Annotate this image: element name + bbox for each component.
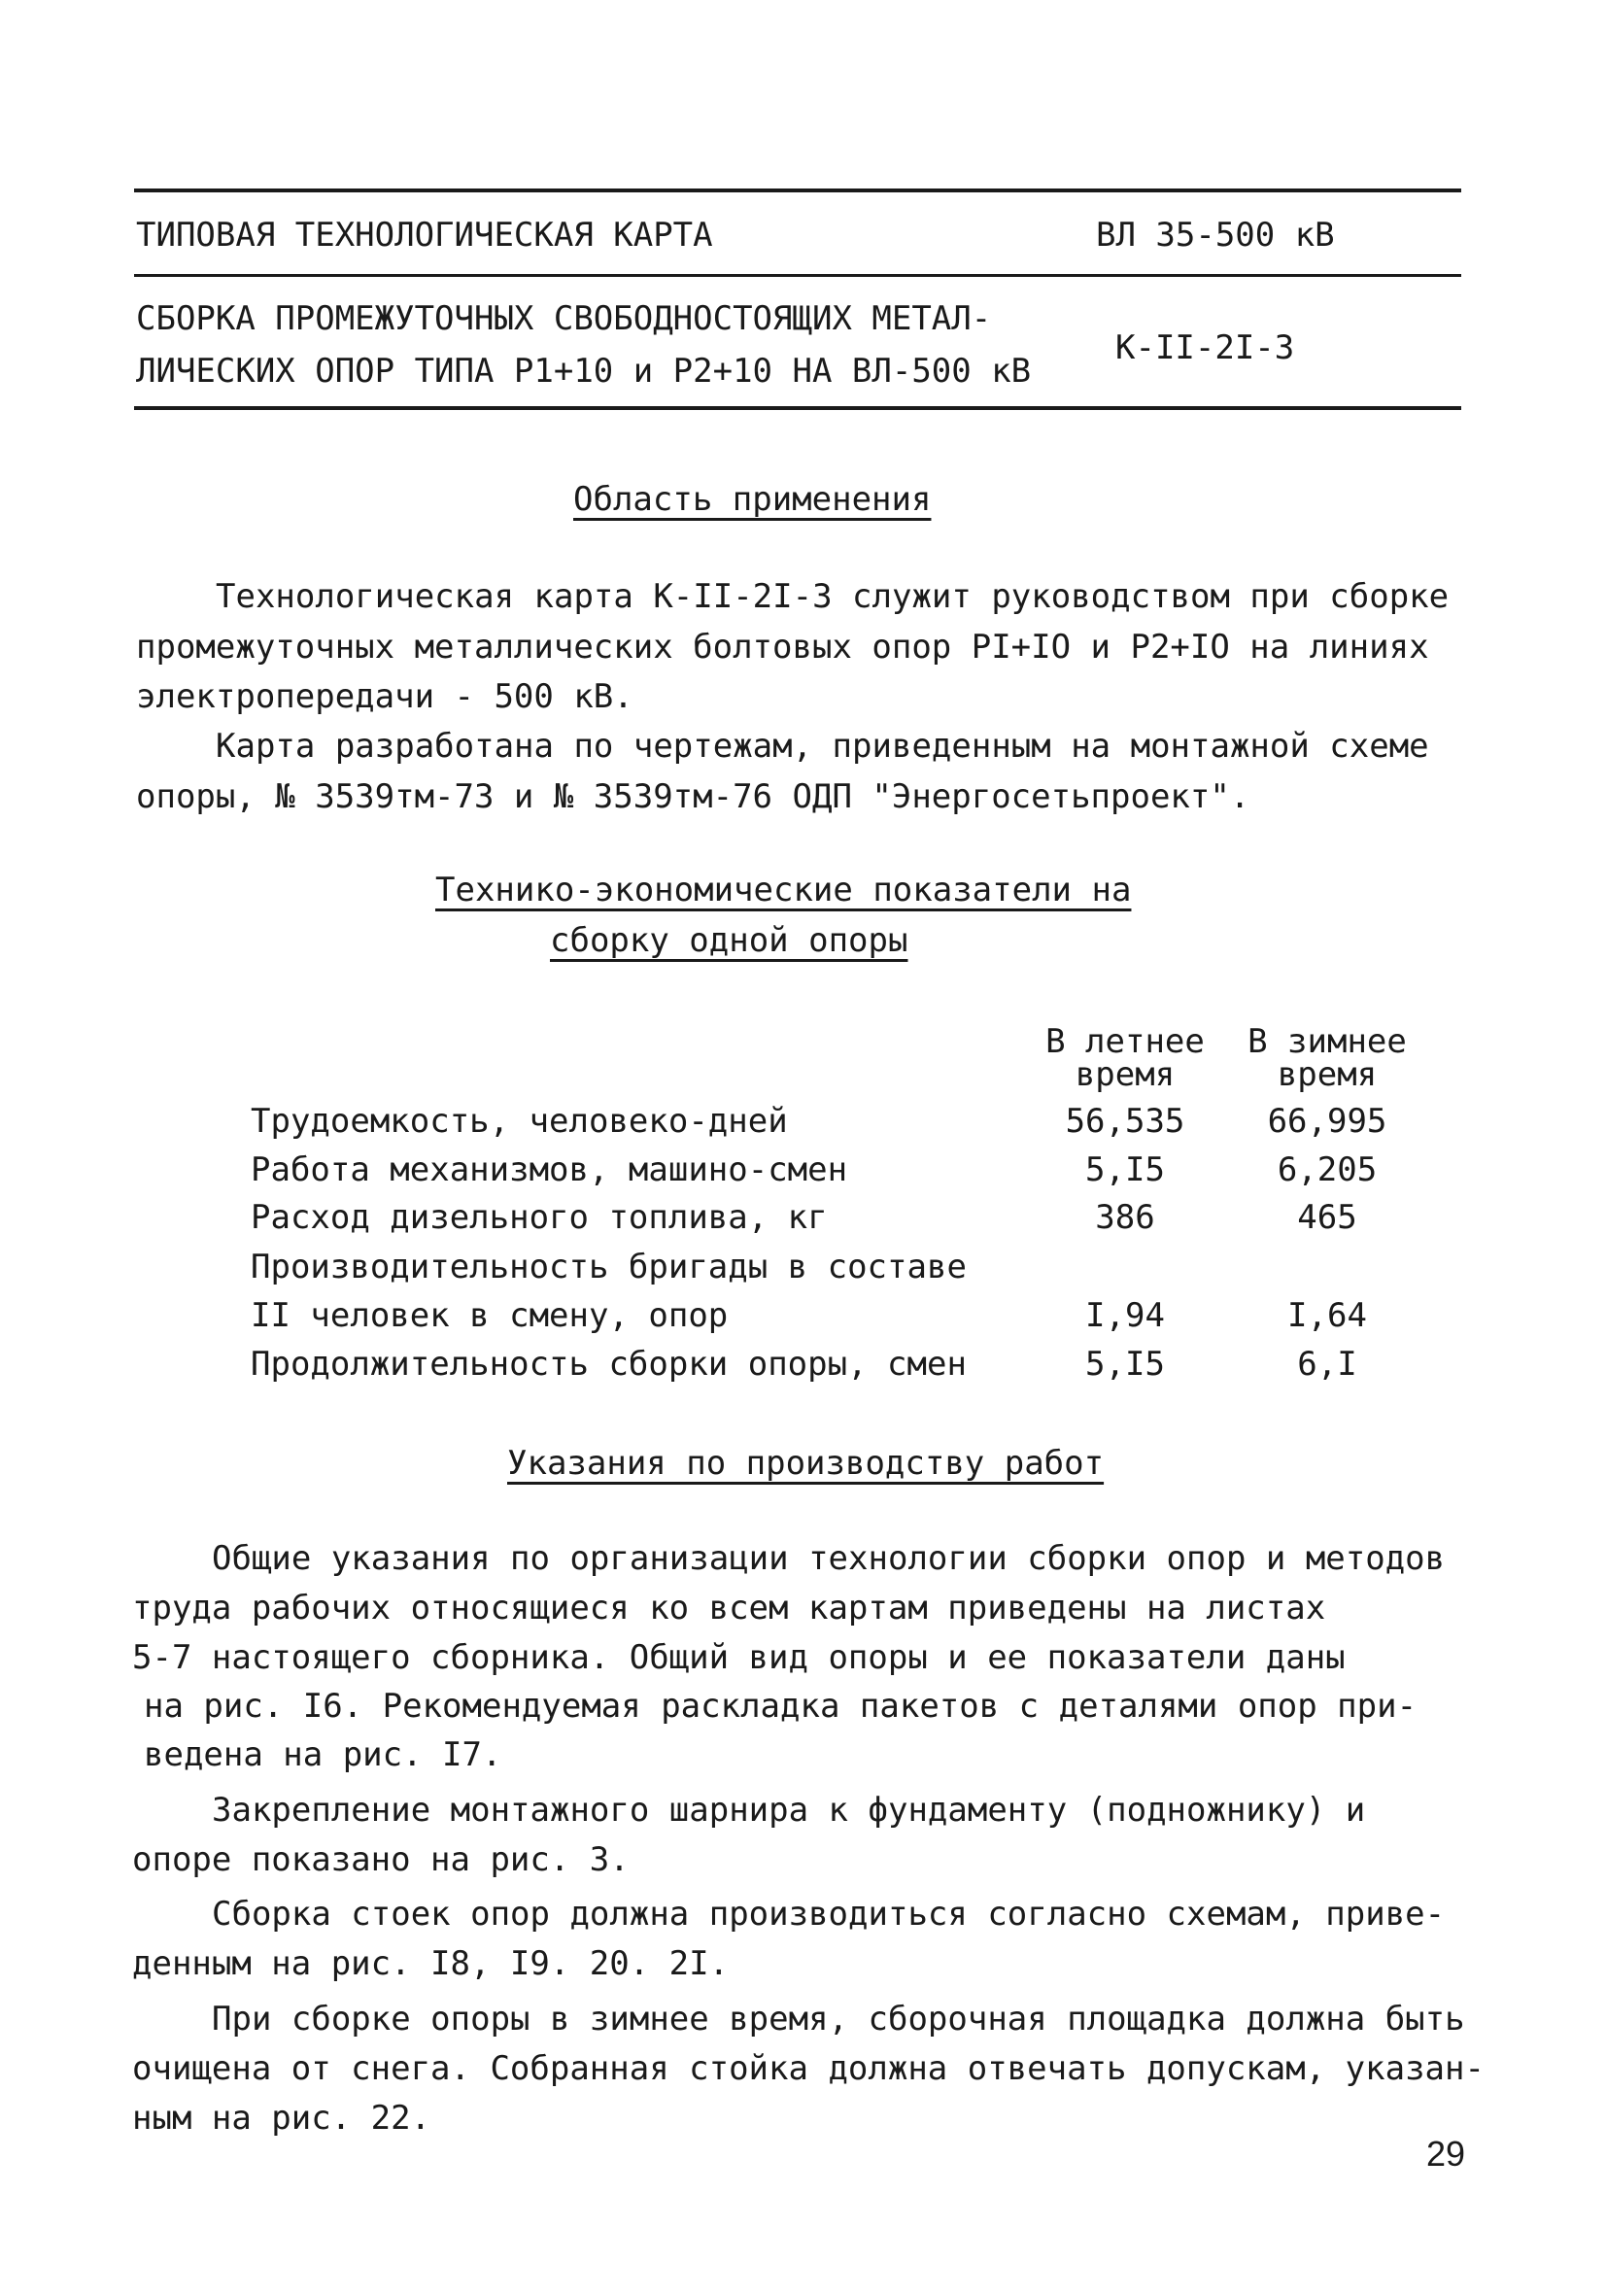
instructions-heading: Указания по производству работ [507,1444,1105,1483]
indicator-row-label: Работа механизмов, машино-смен [251,1150,848,1189]
header-subtitle-line-2: ЛИЧЕСКИХ ОПОР ТИПА Р1+10 и Р2+10 НА ВЛ-500 кВ [136,352,1032,391]
column-header-winter-line-2: время [1277,1055,1378,1094]
indicator-row-winter-value: 6,I [1297,1345,1357,1384]
indicator-row-winter-value: 465 [1297,1198,1357,1237]
header-bottom-rule [134,406,1461,410]
instructions-p2-line-2: опоре показано на рис. 3. [132,1840,630,1879]
header-title: ТИПОВАЯ ТЕХНОЛОГИЧЕСКАЯ КАРТА [136,216,713,255]
indicator-row-winter-value: 6,205 [1277,1150,1378,1189]
indicator-row-winter-value: I,64 [1287,1296,1367,1335]
instructions-p4-line-3: ным на рис. 22. [132,2099,431,2138]
header-subtitle-line-1: СБОРКА ПРОМЕЖУТОЧНЫХ СВОБОДНОСТОЯЩИХ МЕТАЛ- [136,299,992,338]
scope-p2-line-2: опоры, № 3539тм-73 и № 3539тм-76 ОДП "Энергосетьпроект". [136,777,1250,816]
instructions-p1-line-1: Общие указания по организации технологии сборки опор и методов [212,1539,1446,1578]
header-card-code: К-II-2I-3 [1115,328,1295,367]
scope-p1-line-3: электропередачи - 500 кВ. [136,677,633,716]
instructions-p1-line-2: труда рабочих относящиеся ко всем картам приведены на листах [132,1589,1326,1628]
indicator-row-label: Расход дизельного топлива, кг [251,1198,828,1237]
top-rule [134,188,1461,192]
instructions-p4-line-2: очищена от снега. Собранная стойка должна отвечать допускам, указан- [132,2049,1485,2088]
scope-p2-line-1: Карта разработана по чертежам, приведенным на монтажной схеме [216,727,1429,766]
indicator-row-winter-value: 66,995 [1267,1102,1387,1141]
indicator-row-summer-value: 56,535 [1065,1102,1185,1141]
indicators-heading-line-2: сборку одной опоры [550,921,908,960]
page-number: 29 [1426,2134,1466,2174]
instructions-p1-line-5: ведена на рис. I7. [144,1735,502,1774]
scope-heading: Область применения [573,480,932,519]
column-header-summer-line-1: В летнее [1045,1022,1205,1061]
instructions-p1-line-4: на рис. I6. Рекомендуемая раскладка пакетов с деталями опор при- [144,1687,1418,1726]
scope-p1-line-2: промежуточных металлических болтовых опор PI+IO и P2+IO на линиях [136,628,1429,667]
scope-p1-line-1: Технологическая карта К-II-2I-3 служит руководством при сборке [216,577,1450,616]
indicator-row-summer-value: 386 [1095,1198,1155,1237]
header-series: ВЛ 35-500 кВ [1096,216,1335,255]
indicator-row-label: Производительность бригады в составе [251,1248,967,1286]
instructions-p1-line-3: 5-7 настоящего сборника. Общий вид опоры и ее показатели даны [132,1638,1346,1677]
indicator-row-label: II человек в смену, опор [251,1296,729,1335]
indicator-row-label: Трудоемкость, человеко-дней [251,1102,788,1141]
indicators-heading-line-1: Технико-экономические показатели на [435,871,1132,909]
instructions-p3-line-1: Сборка стоек опор должна производиться согласно схемам, приве- [212,1895,1446,1934]
instructions-p4-line-1: При сборке опоры в зимнее время, сборочная площадка должна быть [212,2000,1465,2039]
instructions-p3-line-2: денным на рис. I8, I9. 20. 2I. [132,1944,730,1983]
column-header-winter-line-1: В зимнее [1247,1022,1407,1061]
indicator-row-label: Продолжительность сборки опоры, смен [251,1345,967,1384]
indicator-row-summer-value: 5,I5 [1085,1345,1165,1384]
column-header-summer-line-2: время [1075,1055,1176,1094]
instructions-p2-line-1: Закрепление монтажного шарнира к фундаменту (подножнику) и [212,1791,1366,1830]
indicator-row-summer-value: I,94 [1085,1296,1165,1335]
indicator-row-summer-value: 5,I5 [1085,1150,1165,1189]
header-divider-rule [134,274,1461,277]
